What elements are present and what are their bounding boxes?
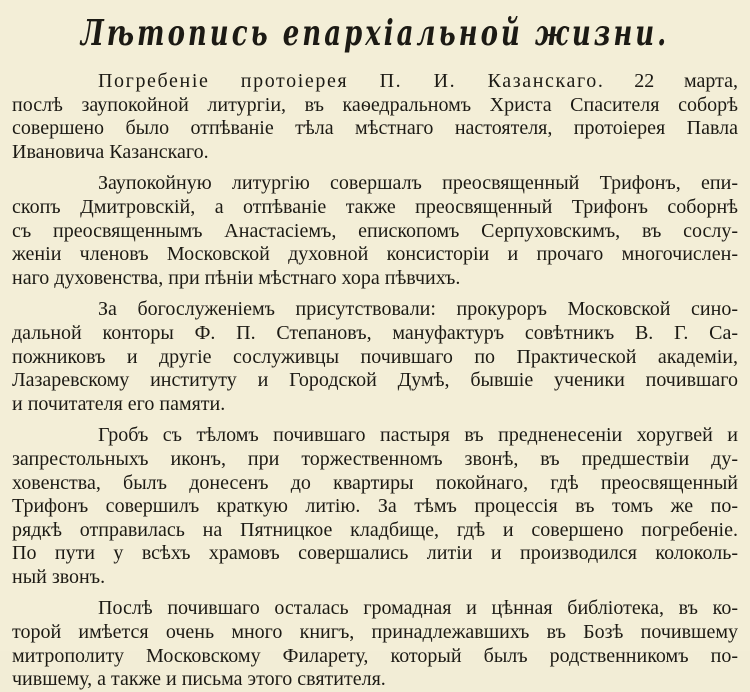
paragraph-2: [12, 172, 738, 290]
text-line: торой имѣется очень много книгъ, принадлежавшихъ въ Бозѣ почившему: [12, 621, 738, 644]
text-line: послѣ заупокойной литургіи, въ каѳедральномъ Христа Спасителя соборѣ: [12, 93, 738, 116]
paragraph-1: [12, 70, 738, 164]
text-line: Заупокойную литургію совершалъ преосвященный Трифонъ, епи-: [98, 172, 738, 195]
paragraph-4: [12, 424, 738, 589]
text-line: скопъ Дмитровскій, а отпѣваніе также преосвященный Трифонъ соборнѣ: [12, 195, 738, 218]
text-line: чившему, а также и письма этого святителя.: [12, 668, 386, 691]
text-line: митрополиту Московскому Филарету, который былъ родственникомъ по-: [12, 644, 738, 667]
paragraph-heading: Погребеніе протоіерея П. И. Казанскаго.: [98, 70, 605, 92]
text-line: совершено было отпѣваніе тѣла мѣстнаго настоятеля, протоіерея Павла: [12, 117, 738, 140]
text-line: За богослуженіемъ присутствовали: прокуроръ Московской сино-: [98, 298, 738, 321]
text-line: съ преосвященнымъ Анастасіемъ, епископомъ Серпуховскимъ, въ сослу-: [12, 219, 738, 242]
text-line: [12, 70, 738, 94]
article-body: [12, 70, 738, 692]
text-line: запрестольныхъ иконъ, при торжественномъ звонѣ, въ предшествіи ду-: [12, 447, 738, 470]
text-line-fragment: 22 марта,: [634, 70, 738, 92]
text-line: ховенства, былъ донесенъ до квартиры покойнаго, гдѣ преосвященный: [12, 471, 738, 494]
text-line: рядкѣ отправилась на Пятницкое кладбище, гдѣ и совершено погребеніе.: [12, 518, 738, 541]
text-line: Послѣ почившаго осталась громадная и цѣнная библіотека, въ ко-: [98, 597, 738, 620]
text-line: дальной конторы Ф. П. Степановъ, мануфактуръ совѣтникъ В. Г. Са-: [12, 321, 738, 344]
text-line: Лазаревскому институту и Городской Думѣ, бывшіе ученики почившаго: [12, 369, 738, 392]
text-line: Гробъ съ тѣломъ почившаго пастыря въ предненесеніи хоругвей и: [98, 424, 738, 447]
text-line: наго духовенства, при пѣніи мѣстнаго хора пѣвчихъ.: [12, 266, 461, 289]
text-line: пожниковъ и другіе сослуживцы почившаго по Практической академіи,: [12, 345, 738, 368]
text-line: Трифонъ совершилъ краткую литію. За тѣмъ процессія въ томъ же по-: [12, 495, 738, 518]
text-line: Ивановича Казанскаго.: [12, 140, 209, 163]
paragraph-5: [12, 597, 738, 691]
text-line: По пути у всѣхъ храмовъ совершались литіи и производился колоколь-: [12, 542, 738, 565]
text-line: ный звонъ.: [12, 565, 106, 588]
paragraph-3: [12, 298, 738, 416]
page-title: Лѣтопись епархіальной жизни.: [80, 14, 670, 55]
text-line: женіи членовъ Московской духовной консисторіи и прочаго многочислен-: [12, 243, 738, 266]
text-line: и почитателя его памяти.: [12, 392, 226, 415]
